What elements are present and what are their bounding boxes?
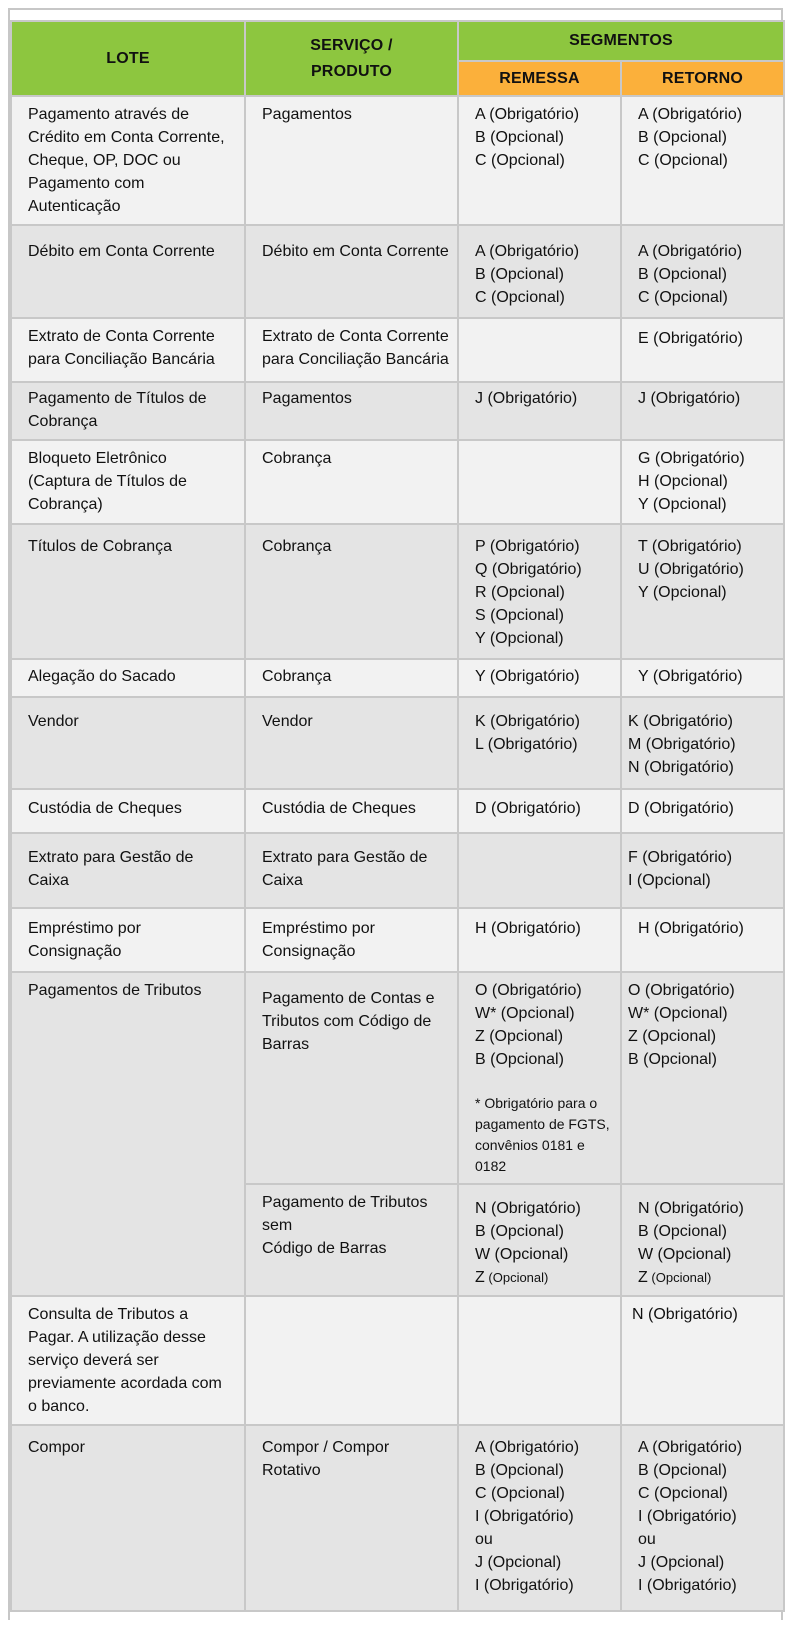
servico-cell: Pagamentos (245, 382, 458, 440)
remessa-cell: D (Obrigatório) (458, 789, 621, 833)
header-lote: LOTE (11, 21, 245, 96)
retorno-cell: A (Obrigatório) B (Opcional) C (Opcional) (621, 96, 784, 225)
retorno-values: N (Obrigatório) B (Opcional) W (Opcional) (638, 1200, 744, 1263)
servico-cell: Empréstimo por Consignação (245, 908, 458, 972)
lote-cell: Alegação do Sacado (11, 659, 245, 697)
table-row (11, 440, 784, 524)
retorno-cell: A (Obrigatório) B (Opcional) C (Opcional) I (Obrigatório) ou J (Opcional) I (Obrigatório) (621, 1425, 784, 1611)
lote-cell: Extrato para Gestão de Caixa (11, 833, 245, 908)
table-row (11, 1425, 784, 1611)
table-row (11, 1296, 784, 1425)
remessa-cell: A (Obrigatório) B (Opcional) C (Opcional) (458, 225, 621, 318)
retorno-cell: H (Obrigatório) (621, 908, 784, 972)
servico-cell: Pagamento de Tributos sem Código de Barras (245, 1184, 458, 1296)
servico-cell: Débito em Conta Corrente (245, 225, 458, 318)
table-row (11, 96, 784, 225)
table-row (11, 833, 784, 908)
retorno-cell: E (Obrigatório) (621, 318, 784, 382)
remessa-cell: H (Obrigatório) (458, 908, 621, 972)
retorno-cell (621, 1184, 784, 1296)
table-row (11, 524, 784, 659)
retorno-cell: D (Obrigatório) (621, 789, 784, 833)
header-retorno: RETORNO (621, 61, 784, 96)
table-row (11, 382, 784, 440)
table-row (11, 318, 784, 382)
segments-table (10, 20, 785, 1612)
retorno-z-tag: (Opcional) (647, 1270, 712, 1285)
lote-cell: Consulta de Tributos a Pagar. A utilização desse serviço deverá ser previamente acordada com o banco. (11, 1296, 245, 1425)
servico-cell: Vendor (245, 697, 458, 789)
table-row (11, 908, 784, 972)
remessa-cell: Y (Obrigatório) (458, 659, 621, 697)
lote-cell: Custódia de Cheques (11, 789, 245, 833)
servico-cell: Pagamentos (245, 96, 458, 225)
remessa-cell: A (Obrigatório) B (Opcional) C (Opcional) I (Obrigatório) ou J (Opcional) I (Obrigatório) (458, 1425, 621, 1611)
servico-cell: Pagamento de Contas e Tributos com Código de Barras (245, 972, 458, 1184)
servico-cell: Cobrança (245, 659, 458, 697)
lote-cell: Débito em Conta Corrente (11, 225, 245, 318)
remessa-z: Z (475, 1269, 485, 1286)
remessa-values: N (Obrigatório) B (Opcional) W (Opcional) (475, 1200, 581, 1263)
table-row (11, 225, 784, 318)
lote-cell: Títulos de Cobrança (11, 524, 245, 659)
table-row (11, 659, 784, 697)
lote-cell: Compor (11, 1425, 245, 1611)
lote-cell: Pagamento de Títulos de Cobrança (11, 382, 245, 440)
header-segmentos: SEGMENTOS (458, 21, 784, 61)
lote-cell: Empréstimo por Consignação (11, 908, 245, 972)
retorno-cell: K (Obrigatório) M (Obrigatório) N (Obrigatório) (621, 697, 784, 789)
retorno-cell: J (Obrigatório) (621, 382, 784, 440)
remessa-cell (458, 1184, 621, 1296)
remessa-cell (458, 318, 621, 382)
lote-cell: Vendor (11, 697, 245, 789)
table-row (11, 789, 784, 833)
servico-cell: Custódia de Cheques (245, 789, 458, 833)
remessa-values: O (Obrigatório) W* (Opcional) Z (Opcional) B (Opcional) (475, 982, 582, 1068)
lote-cell-tributos: Pagamentos de Tributos (11, 972, 245, 1296)
retorno-cell: A (Obrigatório) B (Opcional) C (Opcional) (621, 225, 784, 318)
servico-cell (245, 1296, 458, 1425)
retorno-cell: N (Obrigatório) (621, 1296, 784, 1425)
servico-cell: Compor / Compor Rotativo (245, 1425, 458, 1611)
lote-cell: Bloqueto Eletrônico (Captura de Títulos de Cobrança) (11, 440, 245, 524)
remessa-cell (458, 440, 621, 524)
remessa-cell: J (Obrigatório) (458, 382, 621, 440)
servico-cell: Extrato de Conta Corrente para Conciliação Bancária (245, 318, 458, 382)
header-servico-produto: SERVIÇO / PRODUTO (245, 21, 458, 96)
remessa-cell (458, 1296, 621, 1425)
retorno-cell: Y (Obrigatório) (621, 659, 784, 697)
retorno-cell: O (Obrigatório) W* (Opcional) Z (Opcional) B (Opcional) (621, 972, 784, 1184)
retorno-z: Z (638, 1269, 648, 1286)
remessa-cell (458, 972, 621, 1184)
header-remessa: REMESSA (458, 61, 621, 96)
retorno-cell: T (Obrigatório) U (Obrigatório) Y (Opcional) (621, 524, 784, 659)
retorno-cell: G (Obrigatório) H (Opcional) Y (Opcional) (621, 440, 784, 524)
remessa-z-tag: (Opcional) (484, 1270, 549, 1285)
servico-cell: Extrato para Gestão de Caixa (245, 833, 458, 908)
table-row (11, 972, 784, 1184)
servico-cell: Cobrança (245, 524, 458, 659)
remessa-cell: P (Obrigatório) Q (Obrigatório) R (Opcional) S (Opcional) Y (Opcional) (458, 524, 621, 659)
remessa-cell: K (Obrigatório) L (Obrigatório) (458, 697, 621, 789)
lote-cell: Pagamento através de Crédito em Conta Corrente, Cheque, OP, DOC ou Pagamento com Autenticação (11, 96, 245, 225)
lote-cell: Extrato de Conta Corrente para Conciliação Bancária (11, 318, 245, 382)
remessa-cell: A (Obrigatório) B (Opcional) C (Opcional) (458, 96, 621, 225)
servico-cell: Cobrança (245, 440, 458, 524)
remessa-cell (458, 833, 621, 908)
fgts-footnote: * Obrigatório para o pagamento de FGTS, convênios 0181 e 0182 (475, 1095, 610, 1174)
retorno-cell: F (Obrigatório) I (Opcional) (621, 833, 784, 908)
table-row (11, 697, 784, 789)
